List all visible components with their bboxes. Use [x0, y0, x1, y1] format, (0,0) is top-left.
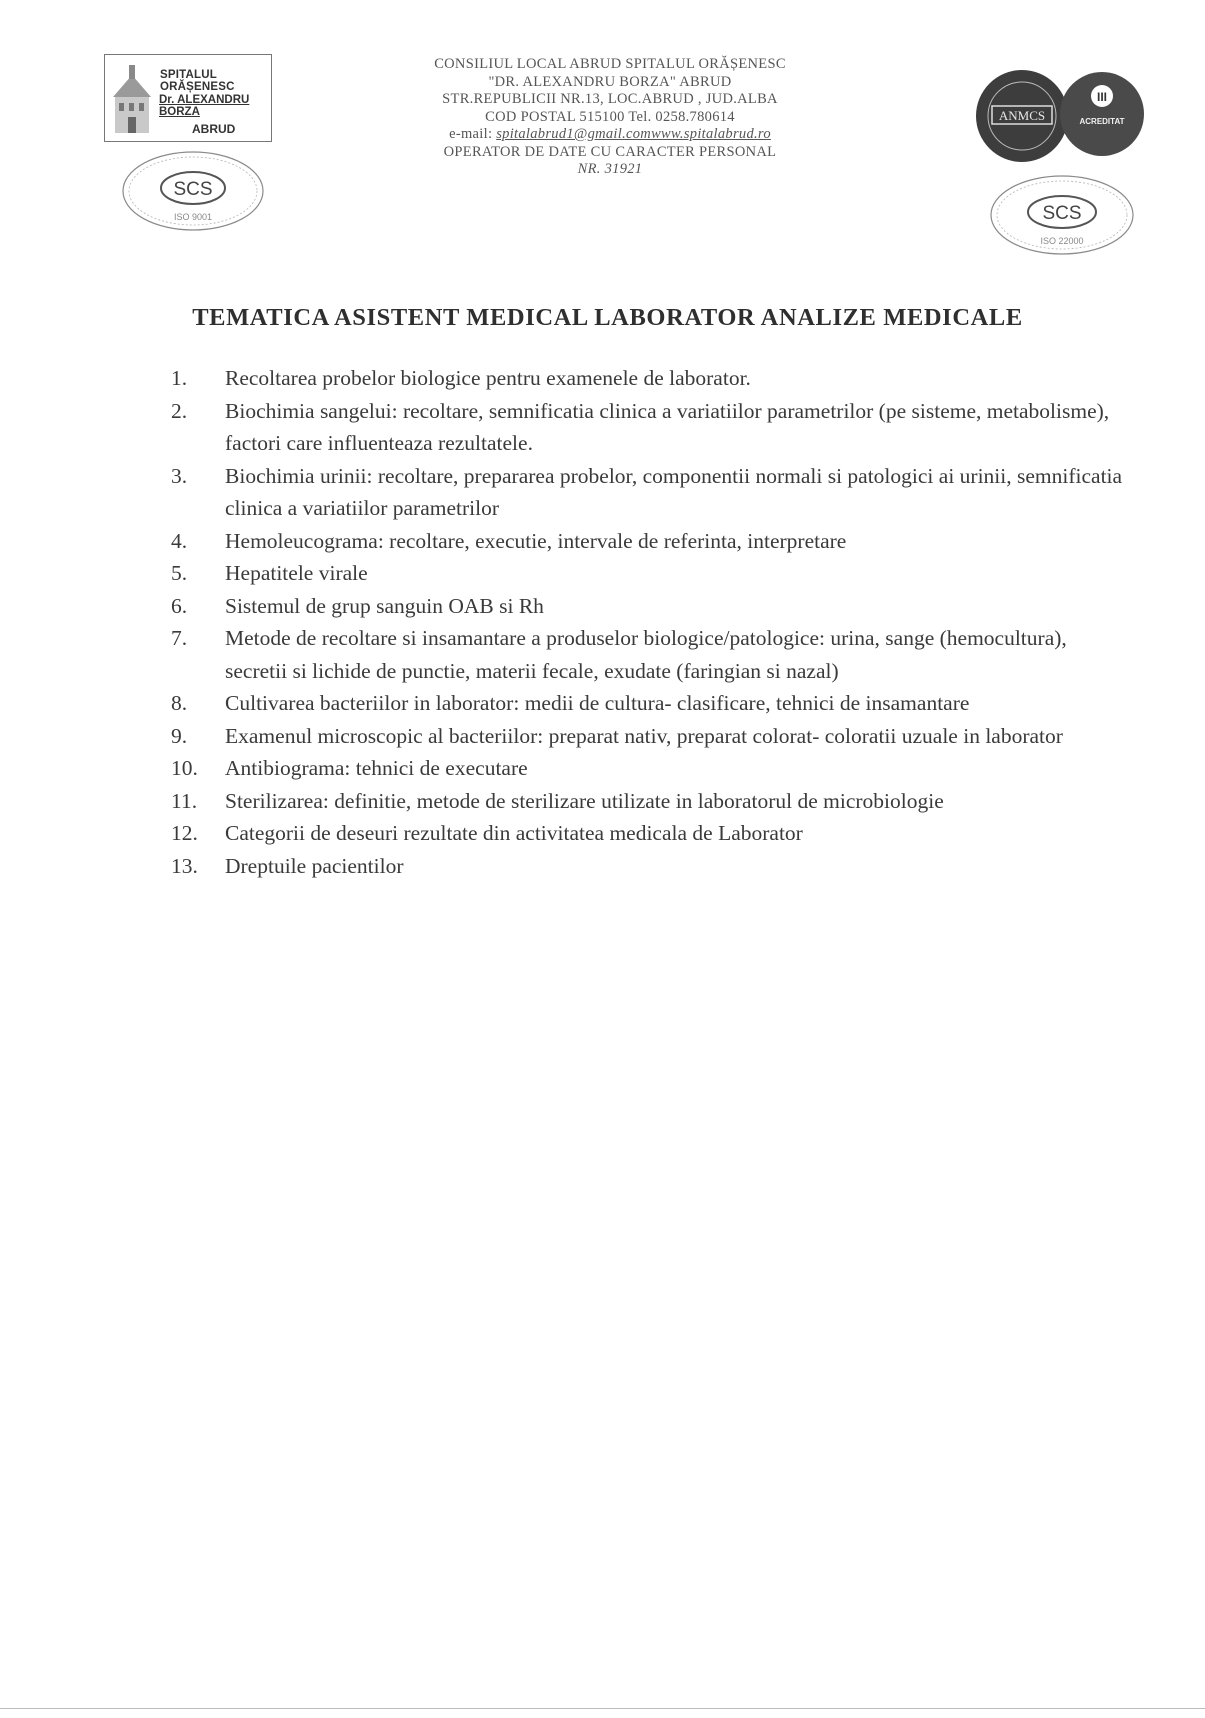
scs-right-mark: SCS — [1042, 203, 1082, 224]
scs-right-standard: ISO 22000 — [1040, 236, 1084, 246]
hospital-logo — [104, 54, 272, 142]
anmcs-accreditation-seal — [970, 66, 1146, 166]
header-info — [355, 56, 865, 179]
scs-left-standard: ISO 9001 — [173, 212, 213, 222]
header-line-4: COD POSTAL 515100 Tel. 0258.780614 — [485, 108, 735, 125]
anmcs-mark: ANMCS — [998, 108, 1046, 123]
anmcs-level: III — [1096, 90, 1108, 104]
scs-iso-9001-seal — [118, 148, 268, 234]
list-item: 4. Hemoleucograma: recoltare, executie, intervale de referinta, interpretare — [171, 528, 847, 553]
list-item: 10. Antibiograma: tehnici de executare — [171, 756, 528, 780]
registration-number: NR. 31921 — [577, 161, 643, 177]
header-line-6: OPERATOR DE DATE CU CARACTER PERSONAL — [443, 143, 777, 160]
hospital-building-icon — [109, 61, 159, 137]
logo-line-2: Dr. ALEXANDRU BORZA — [159, 94, 250, 118]
list-item: 11. Sterilizarea: definitie, metode de sterilizare utilizate in laboratorul de microbiologie — [171, 788, 944, 813]
page-bottom-rule — [0, 1708, 1205, 1709]
header-email-line — [355, 126, 865, 144]
list-item: 8. Cultivarea bacteriilor in laborator: medii de cultura- clasificare, tehnici de insamantare — [171, 691, 970, 715]
list-item: 1. Recoltarea probelor biologice pentru examenele de laborator. — [171, 366, 751, 390]
list-item: 7. Metode de recoltare si insamantare a produselor biologice/patologice: urina, sange (hemocultura), secretii si lichide de punctie, materii fecale, exudate (faringian si nazal) — [171, 626, 1067, 683]
list-item: 9. Examenul microscopic al bacteriilor: preparat nativ, preparat colorat- coloratii uzuale in laborator — [171, 723, 1063, 748]
header-line-3: STR.REPUBLICII NR.13, LOC.ABRUD , JUD.ALBA — [442, 91, 778, 107]
list-item: 6. Sistemul de grup sanguin OAB si Rh — [171, 593, 544, 618]
document-title: TEMATICA ASISTENT MEDICAL LABORATOR ANALIZE MEDICALE — [192, 304, 1023, 331]
logo-line-3: ABRUD — [192, 122, 236, 136]
scs-iso-22000-seal — [986, 172, 1138, 258]
anmcs-status: ACREDITAT — [1079, 117, 1125, 126]
header-line-1: CONSILIUL LOCAL ABRUD SPITALUL ORĂȘENESC — [434, 56, 786, 72]
list-item: 3. Biochimia urinii: recoltare, prepararea probelor, componentii normali si patologici ai urinii, semnificatia clinica a variatiilor parametrilor — [171, 463, 1123, 520]
topics-list — [171, 362, 1131, 882]
header-line-2: "DR. ALEXANDRU BORZA" ABRUD — [488, 73, 732, 90]
scs-left-mark: SCS — [173, 179, 213, 200]
list-item: 12. Categorii de deseuri rezultate din activitatea medicala de Laborator — [171, 821, 803, 845]
email-link[interactable]: spitalabrud1@gmail.comwww.spitalabrud.ro — [496, 126, 771, 142]
list-item: 5. Hepatitele virale — [171, 561, 368, 585]
list-item: 13. Dreptuile pacientilor — [171, 853, 404, 878]
list-item: 2. Biochimia sangelui: recoltare, semnificatia clinica a variatiilor parametrilor (pe sisteme, metabolisme), factori care influenteaza rezultatele. — [171, 398, 1110, 455]
logo-line-1: SPITALUL ORĂȘENESC — [160, 69, 235, 93]
email-label: e-mail: — [449, 126, 497, 142]
